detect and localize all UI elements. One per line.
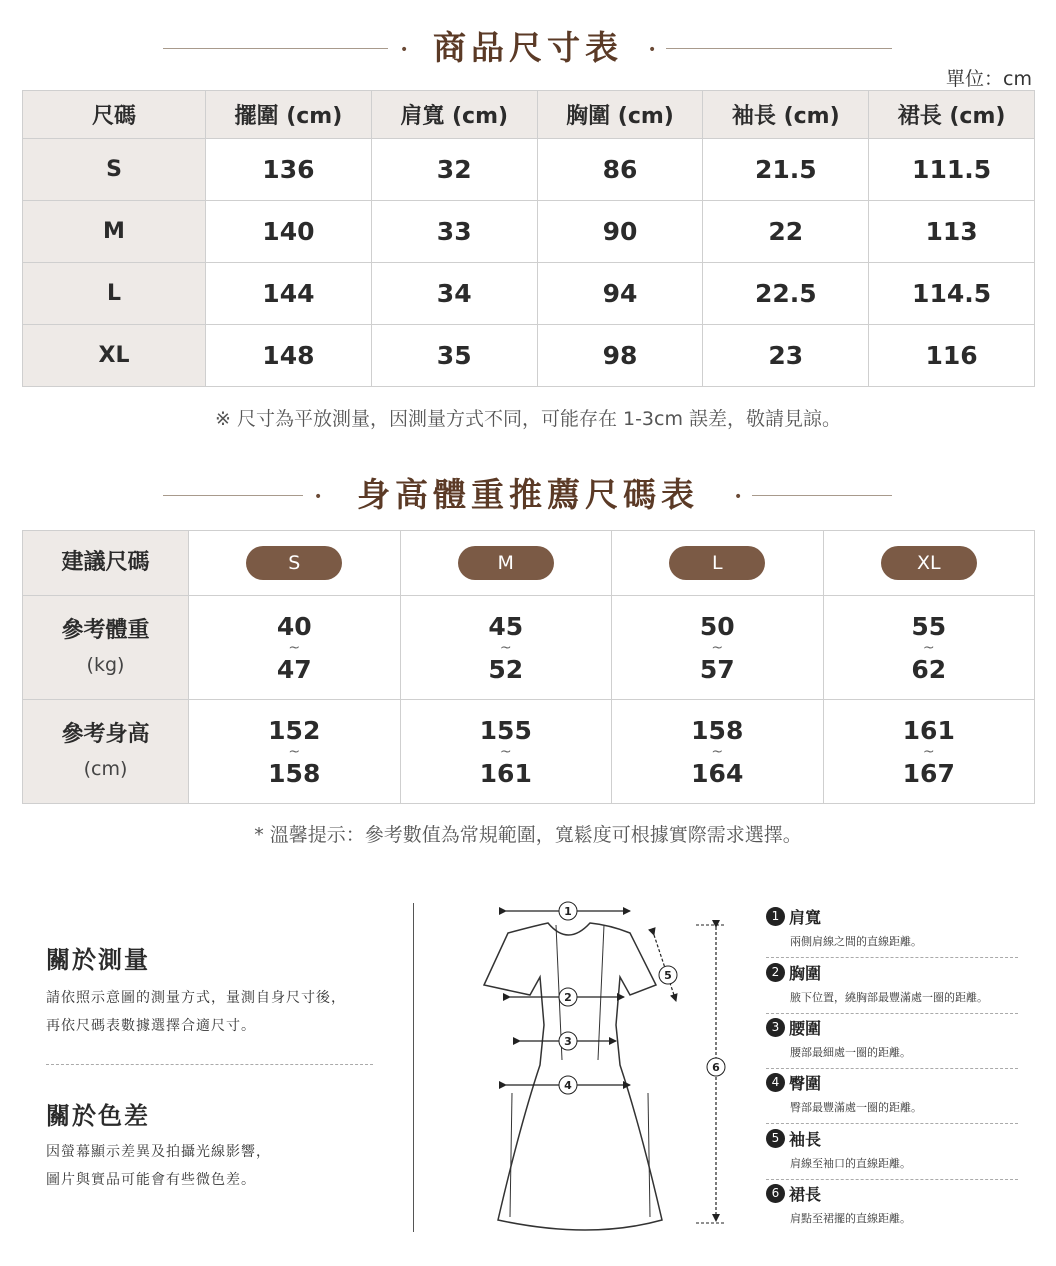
legend-divider	[766, 1123, 1018, 1124]
size-table-header-row	[23, 91, 1035, 139]
legend-divider	[766, 1013, 1018, 1014]
about-measure-line1: 請依照示意圖的測量方式，量測自身尺寸後，	[46, 990, 346, 1006]
row-size: S	[23, 139, 206, 201]
weight-cell	[189, 596, 401, 700]
height-max: 158	[268, 758, 321, 788]
header-size: 尺碼	[23, 91, 206, 139]
about-color-line2: 圖片與實品可能會有些微色差。	[46, 1172, 256, 1188]
legend-num: 6	[766, 1184, 785, 1203]
height-cell	[612, 700, 824, 804]
legend-desc: 臀部最豐滿處一圈的距離。	[790, 1101, 922, 1114]
size-chart-title: 商品尺寸表	[433, 28, 623, 67]
legend-title: 肩寬	[789, 908, 822, 927]
weight-min: 40	[276, 611, 312, 641]
dress-measurement-diagram	[470, 895, 750, 1240]
header-hem: 擺圍 (cm)	[206, 91, 372, 139]
weight-unit: (kg)	[86, 653, 125, 676]
height-max: 167	[902, 758, 955, 788]
table-row	[23, 263, 1035, 325]
legend-item-chest	[766, 961, 1018, 1014]
cell-shoulder: 34	[371, 263, 537, 325]
about-color-line1: 因螢幕顯示差異及拍攝光線影響，	[46, 1144, 271, 1160]
legend-divider	[766, 957, 1018, 958]
size-cell	[612, 531, 824, 596]
tilde: ~	[499, 639, 512, 656]
about-measure-title: 關於測量	[46, 946, 150, 974]
size-pill-l: L	[669, 546, 765, 580]
tilde: ~	[288, 743, 301, 760]
cell-length: 113	[869, 201, 1035, 263]
weight-max: 57	[699, 654, 735, 684]
cell-hem: 136	[206, 139, 372, 201]
height-cell	[189, 700, 401, 804]
legend-item-sleeve	[766, 1127, 1018, 1180]
table-row	[23, 139, 1035, 201]
legend-desc: 腋下位置，繞胸部最豐滿處一圈的距離。	[790, 991, 988, 1004]
legend-num: 1	[766, 907, 785, 926]
row-size: L	[23, 263, 206, 325]
legend-desc: 腰部最細處一圈的距離。	[790, 1046, 911, 1059]
weight-row-label	[23, 596, 189, 700]
recommend-chart-heading	[0, 475, 1056, 515]
height-cell	[823, 700, 1035, 804]
diagram-num-6: 6	[712, 1061, 720, 1074]
legend-divider	[766, 1179, 1018, 1180]
legend-title: 袖長	[789, 1130, 822, 1149]
weight-cell	[612, 596, 824, 700]
height-unit: (cm)	[83, 757, 128, 780]
recommend-weight-row	[23, 596, 1035, 700]
weight-min: 45	[488, 611, 524, 641]
cell-sleeve: 23	[703, 325, 869, 387]
tilde: ~	[711, 639, 724, 656]
heading-dot-left: •	[314, 489, 323, 505]
header-chest: 胸圍 (cm)	[537, 91, 703, 139]
heading-rule-right	[666, 48, 892, 49]
header-shoulder: 肩寬 (cm)	[371, 91, 537, 139]
row-size: XL	[23, 325, 206, 387]
size-row-label: 建議尺碼	[23, 531, 189, 596]
weight-min: 50	[699, 611, 735, 641]
weight-max: 62	[911, 654, 947, 684]
weight-label: 參考體重	[61, 617, 150, 643]
size-cell	[189, 531, 401, 596]
size-cell	[823, 531, 1035, 596]
weight-max: 52	[488, 654, 524, 684]
weight-cell	[400, 596, 612, 700]
size-chart-heading	[0, 28, 1056, 68]
heading-dot-left: •	[400, 42, 409, 58]
legend-num: 2	[766, 963, 785, 982]
legend-item-hip	[766, 1071, 1018, 1124]
unit-label: 單位：cm	[946, 68, 1032, 90]
cell-chest: 90	[537, 201, 703, 263]
height-row-label	[23, 700, 189, 804]
height-min: 158	[691, 715, 744, 745]
recommend-chart-title: 身高體重推薦尺碼表	[357, 475, 699, 514]
tilde: ~	[711, 743, 724, 760]
header-sleeve: 袖長 (cm)	[703, 91, 869, 139]
cell-hem: 144	[206, 263, 372, 325]
diagram-num-3: 3	[564, 1035, 572, 1048]
tilde: ~	[922, 639, 935, 656]
recommend-table	[22, 530, 1035, 804]
diagram-num-5: 5	[664, 969, 672, 982]
height-cell	[400, 700, 612, 804]
tilde: ~	[922, 743, 935, 760]
heading-dot-right: •	[648, 42, 657, 58]
cell-sleeve: 22.5	[703, 263, 869, 325]
cell-chest: 98	[537, 325, 703, 387]
vertical-divider	[413, 903, 414, 1232]
legend-desc: 肩點至裙擺的直線距離。	[790, 1212, 911, 1225]
size-pill-m: M	[458, 546, 554, 580]
recommend-chart-note: * 溫馨提示：參考數值為常規範圍，寬鬆度可根據實際需求選擇。	[254, 824, 802, 846]
cell-hem: 140	[206, 201, 372, 263]
legend-divider	[766, 1068, 1018, 1069]
cell-length: 116	[869, 325, 1035, 387]
recommend-height-row	[23, 700, 1035, 804]
cell-shoulder: 32	[371, 139, 537, 201]
size-chart-note: ※ 尺寸為平放測量，因測量方式不同，可能存在 1-3cm 誤差，敬請見諒。	[214, 408, 842, 430]
about-measure-line2: 再依尺碼表數據選擇合適尺寸。	[46, 1018, 256, 1034]
divider	[46, 1064, 373, 1065]
cell-length: 114.5	[869, 263, 1035, 325]
cell-length: 111.5	[869, 139, 1035, 201]
about-color-text	[46, 1138, 271, 1194]
legend-desc: 兩側肩線之間的直線距離。	[790, 935, 922, 948]
cell-chest: 94	[537, 263, 703, 325]
cell-chest: 86	[537, 139, 703, 201]
about-measure-text	[46, 984, 346, 1040]
legend-num: 4	[766, 1073, 785, 1092]
diagram-num-1: 1	[564, 905, 572, 918]
weight-min: 55	[911, 611, 947, 641]
legend-title: 裙長	[789, 1185, 822, 1204]
cell-hem: 148	[206, 325, 372, 387]
weight-cell	[823, 596, 1035, 700]
cell-shoulder: 33	[371, 201, 537, 263]
cell-sleeve: 21.5	[703, 139, 869, 201]
legend-desc: 肩線至袖口的直線距離。	[790, 1157, 911, 1170]
table-row	[23, 201, 1035, 263]
recommend-size-row	[23, 531, 1035, 596]
tilde: ~	[288, 639, 301, 656]
tilde: ~	[499, 743, 512, 760]
table-row	[23, 325, 1035, 387]
height-min: 155	[479, 715, 532, 745]
size-pill-s: S	[246, 546, 342, 580]
height-max: 164	[691, 758, 744, 788]
heading-rule-right	[752, 495, 892, 496]
legend-item-length	[766, 1182, 1018, 1226]
cell-shoulder: 35	[371, 325, 537, 387]
legend-item-waist	[766, 1016, 1018, 1069]
size-cell	[400, 531, 612, 596]
height-max: 161	[479, 758, 532, 788]
height-min: 161	[902, 715, 955, 745]
about-color-title: 關於色差	[46, 1102, 150, 1130]
legend-title: 臀圍	[789, 1074, 822, 1093]
legend-num: 3	[766, 1018, 785, 1037]
legend-item-shoulder	[766, 905, 1018, 958]
diagram-num-2: 2	[564, 991, 572, 1004]
size-table	[22, 90, 1035, 387]
height-label: 參考身高	[61, 721, 150, 747]
header-length: 裙長 (cm)	[869, 91, 1035, 139]
legend-title: 腰圍	[789, 1019, 822, 1038]
heading-dot-right: •	[734, 489, 743, 505]
height-min: 152	[268, 715, 321, 745]
legend-title: 胸圍	[789, 964, 822, 983]
legend-num: 5	[766, 1129, 785, 1148]
size-pill-xl: XL	[881, 546, 977, 580]
diagram-num-4: 4	[564, 1079, 572, 1092]
weight-max: 47	[276, 654, 312, 684]
cell-sleeve: 22	[703, 201, 869, 263]
row-size: M	[23, 201, 206, 263]
